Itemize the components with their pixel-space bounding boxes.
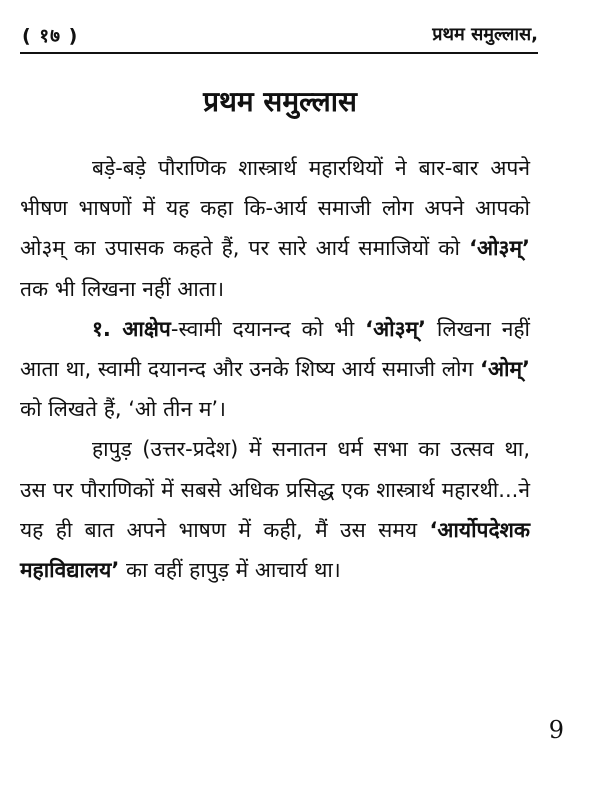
paragraph-1: [20, 148, 530, 309]
paragraph-2-bold-0: १. आक्षेप: [92, 316, 171, 341]
paragraph-2-bold-2: ‘ओम्’: [480, 357, 530, 382]
paragraph-2-bold-1: ‘ओ३म्’: [365, 316, 427, 341]
paragraph-2-text-2: लिखना नहीं आता था, स्वामी दयानन्द और उनके शिष्य आर्य समाजी लोग: [20, 316, 530, 382]
paragraph-2-text-3: को लिखते हैं, ‘ओ तीन म’।: [20, 397, 227, 422]
paragraph-1-text-1: बड़े-बड़े पौराणिक शास्त्रार्थ महारथियों ने बार-बार अपने भीषण भाषणों में यह कहा कि-आर्य समाजी लोग अपने आपको ओ३म् का उपासक कहते हैं, पर सारे आर्य समाजियों को: [20, 156, 530, 261]
header-rule: [20, 52, 538, 54]
folio-number: 9: [548, 716, 564, 744]
paragraph-3-text-2: का वहीं हापुड़ में आचार्य था।: [119, 558, 341, 583]
header-page-number: ( १७ ): [22, 25, 79, 47]
paragraph-2-text-1: -स्वामी दयानन्द को भी: [170, 316, 366, 341]
paragraph-3-text-1: हापुड़ (उत्तर-प्रदेश) में सनातन धर्म सभा का उत्सव था, उस पर पौराणिकों में सबसे अधिक प्रसिद्ध एक शास्त्रार्थ महारथी...ने यह ही बात अपने भाषण में कही, मैं उस समय: [20, 437, 530, 542]
chapter-title: प्रथम समुल्लास: [203, 85, 357, 118]
header-running-title: प्रथम समुल्लास,: [432, 24, 538, 45]
paragraph-2: [20, 309, 530, 430]
paragraph-3-bold-1: ‘आर्योपदेशक महाविद्यालय’: [20, 517, 530, 583]
paragraph-1-text-2: तक भी लिखना नहीं आता।: [20, 276, 225, 301]
paragraph-1-bold-1: ‘ओ३म्’: [469, 236, 530, 261]
body-text: [20, 148, 530, 590]
paragraph-3: [20, 429, 530, 590]
